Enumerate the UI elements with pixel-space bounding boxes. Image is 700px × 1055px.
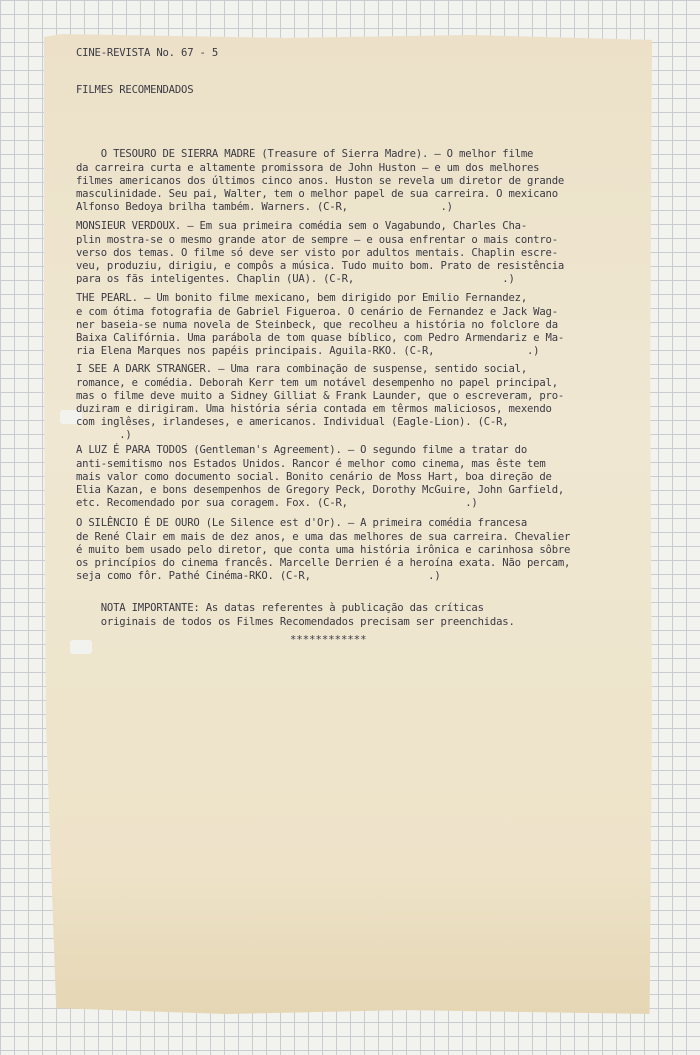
review-paragraph: O TESOURO DE SIERRA MADRE (Treasure of Sierra Madre). — O melhor filme da carreira curta e altamente promissora de John Huston — e um dos melhores filmes americanos dos últimos cinco anos. Huston se revela um diretor de grande masculinidade. Seu pai, Walter, tem o melhor papel de sua carreira. O mexicano Alfonso Bedoya brilha também. Warners. (C-R, .) xyxy=(76,148,565,214)
review-paragraph: I SEE A DARK STRANGER. — Uma rara combinação de suspense, sentido social, romance, e comédia. Deborah Kerr tem um notável desempenho no papel principal, mas o filme deve muito a Sidney Gilliat & Frank Launder, que o escreveram, pro- duziram e dirigiram. Uma história séria contada em têrmos maliciosos, mexendo com inglêses, irlandeses, e americanos. Individual (Eagle-Lion). (C-R, .) xyxy=(76,363,565,442)
review-paragraph: MONSIEUR VERDOUX. — Em sua primeira comédia sem o Vagabundo, Charles Cha- plin mostra-se o mesmo grande ator de sempre — e ousa enfrentar o mais contro- verso dos temas. O filme só deve ser visto por adultos mentais. Chaplin escre- veu, produziu, dirigiu, e compôs a música. Tudo muito bom. Prato de resistência para os fãs inteligentes. Chaplin (UA). (C-R, .) xyxy=(76,220,565,286)
page-header: CINE-REVISTA No. 67 - 5 xyxy=(76,47,219,59)
separator: ************ xyxy=(290,634,367,646)
review-paragraph: O SILÊNCIO É DE OURO (Le Silence est d'Or). — A primeira comédia francesa de René Clair em mais de dez anos, e uma das melhores de sua carreira. Chevalier é muito bem usado pelo diretor, que conta uma história irônica e carinhosa sôbre os princípios do cinema francês. Marcelle Derrien é a heroína exata. Não percam, seja como fôr. Pathé Cinéma-RKO. (C-R, .) xyxy=(76,517,571,583)
important-note: NOTA IMPORTANTE: As datas referentes à publicação das críticas originais de todos os Filmes Recomendados precisam ser preenchidas. xyxy=(76,602,515,628)
paper-tear xyxy=(70,640,92,654)
review-paragraph: THE PEARL. — Um bonito filme mexicano, bem dirigido por Emilio Fernandez, e com ótima fotografia de Gabriel Figueroa. O cenário de Fernandez e Jack Wag- ner baseia-se numa novela de Steinbeck, que recolheu a história no folclore da Baixa Califórnia. Uma parábola de tom quase bíblico, com Pedro Armendariz e Ma- ria Elena Marques nos papéis principais. Aguila-RKO. (C-R, .) xyxy=(76,292,565,358)
section-title: FILMES RECOMENDADOS xyxy=(76,84,194,96)
review-paragraph: A LUZ É PARA TODOS (Gentleman's Agreement). — O segundo filme a tratar do anti-semitismo nos Estados Unidos. Rancor é melhor como cinema, mas êste tem mais valor como documento social. Bonito cenário de Moss Hart, boa direção de Elia Kazan, e bons desempenhos de Gregory Peck, Dorothy McGuire, John Garfield, etc. Recomendado por sua coragem. Fox. (C-R, .) xyxy=(76,444,565,510)
